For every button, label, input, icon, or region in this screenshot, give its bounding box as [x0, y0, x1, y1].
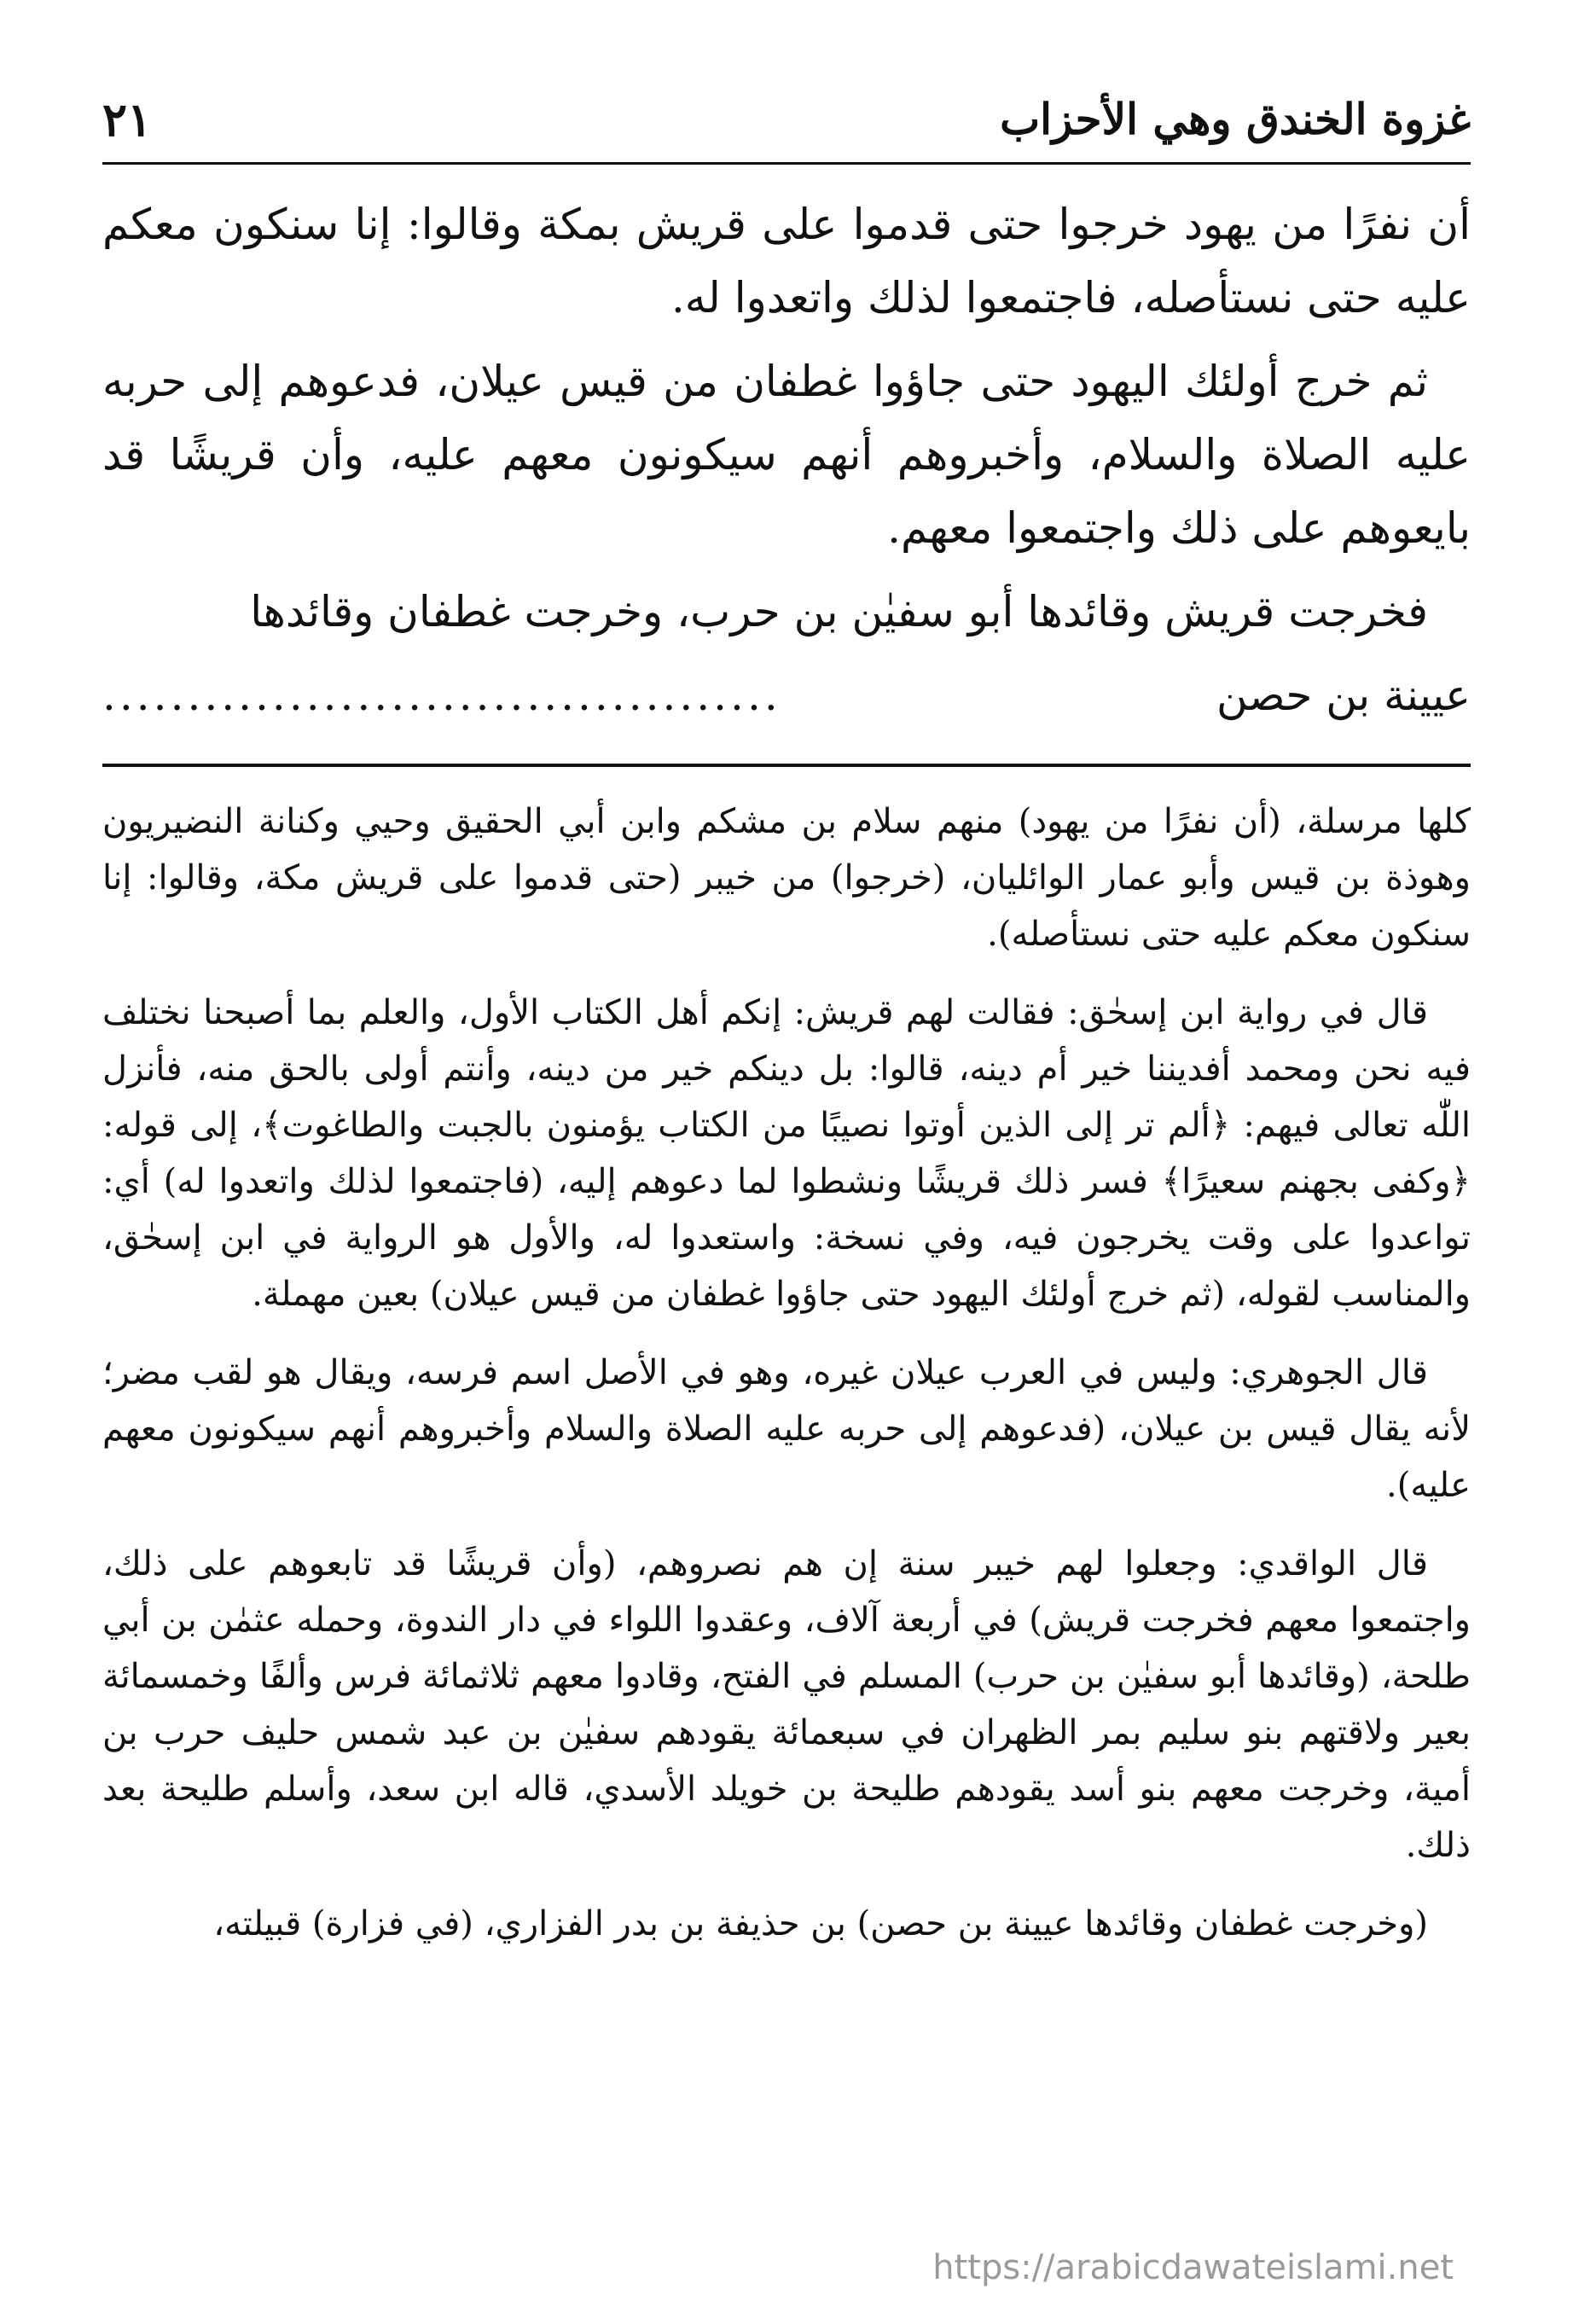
main-text	[102, 188, 1471, 732]
commentary-paragraph-5: (وخرجت غطفان وقائدها عيينة بن حصن) بن حذيفة بن بدر الفزاري، (في فزارة) قبيلته،	[213, 1904, 1428, 1943]
main-paragraph-3-end: عيينة بن حصن	[1216, 671, 1471, 720]
running-title: غزوة الخندق وهي الأحزاب	[1000, 94, 1471, 144]
section-divider	[102, 764, 1471, 767]
page-number: ٢١	[102, 92, 153, 147]
main-paragraph-2: ثم خرج أولئك اليهود حتى جاؤوا غطفان من قيس عيلان، فدعوهم إلى حربه عليه الصلاة والسلام، وأخبروهم أنهم سيكونون معهم عليه، وأن قريشًا قد بايعوهم على ذلك واجتمعوا معهم.	[102, 357, 1471, 553]
main-paragraph-3: فخرجت قريش وقائدها أبو سفيٰن بن حرب، وخرجت غطفان وقائدها	[250, 587, 1428, 636]
page-header	[102, 85, 1471, 165]
main-paragraph-3-last-line	[102, 659, 1471, 732]
commentary-paragraph-3: قال الجوهري: وليس في العرب عيلان غيره، وهو في الأصل اسم فرسه، ويقال هو لقب مضر؛ لأنه يقال قيس بن عيلان، (فدعوهم إلى حربه عليه الصلاة والسلام وأخبروهم أنهم سيكونون معهم عليه).	[102, 1353, 1471, 1505]
commentary-text	[102, 793, 1471, 1974]
main-paragraph-1: أن نفرًا من يهود خرجوا حتى قدموا على قريش بمكة وقالوا: إنا سنكون معكم عليه حتى نستأصله، فاجتمعوا لذلك واتعدوا له.	[102, 200, 1471, 322]
continuation-dots: ........................................	[102, 671, 781, 720]
watermark-url: https://arabicdawateislami.net	[932, 2248, 1454, 2287]
commentary-paragraph-1: كلها مرسلة، (أن نفرًا من يهود) منهم سلام بن مشكم وابن أبي الحقيق وحيي وكنانة النضيريون وهوذة بن قيس وأبو عمار الوائليان، (خرجوا) من خيبر (حتى قدموا على قريش مكة، وقالوا: إنا سنكون معكم عليه حتى نستأصله).	[102, 802, 1471, 954]
commentary-paragraph-2: قال في رواية ابن إسحٰق: فقالت لهم قريش: إنكم أهل الكتاب الأول، والعلم بما أصبحنا نختلف فيه نحن ومحمد أفديننا خير أم دينه، قالوا: بل دينكم خير من دينه، وأنتم أولى بالحق منه، فأنزل اللّٰه تعالى فيهم: ﴿ألم تر إلى الذين أوتوا نصيبًا من الكتاب يؤمنون بالجبت والطاغوت﴾، إلى قوله: ﴿وكفى بجهنم سعيرًا﴾ فسر ذلك قريشًا ونشطوا لما دعوهم إليه، (فاجتمعوا لذلك واتعدوا له) أي: تواعدوا على وقت يخرجون فيه، وفي نسخة: واستعدوا له، والأول هو الرواية في ابن إسحٰق، والمناسب لقوله، (ثم خرج أولئك اليهود حتى جاؤوا غطفان من قيس عيلان) بعين مهملة.	[102, 993, 1471, 1314]
commentary-paragraph-4: قال الواقدي: وجعلوا لهم خيبر سنة إن هم نصروهم، (وأن قريشًا قد تابعوهم على ذلك، واجتمعوا معهم فخرجت قريش) في أربعة آلاف، وعقدوا اللواء في دار الندوة، وحمله عثمٰن بن أبي طلحة، (وقائدها أبو سفيٰن بن حرب) المسلم في الفتح، وقادوا معهم ثلاثمائة فرس وألفًا وخمسمائة بعير ولاقتهم بنو سليم بمر الظهران في سبعمائة يقودهم سفيٰن بن عبد شمس حليف حرب بن أمية، وخرجت معهم بنو أسد يقودهم طليحة بن خويلد الأسدي، قاله ابن سعد، وأسلم طليحة بعد ذلك.	[102, 1544, 1471, 1865]
